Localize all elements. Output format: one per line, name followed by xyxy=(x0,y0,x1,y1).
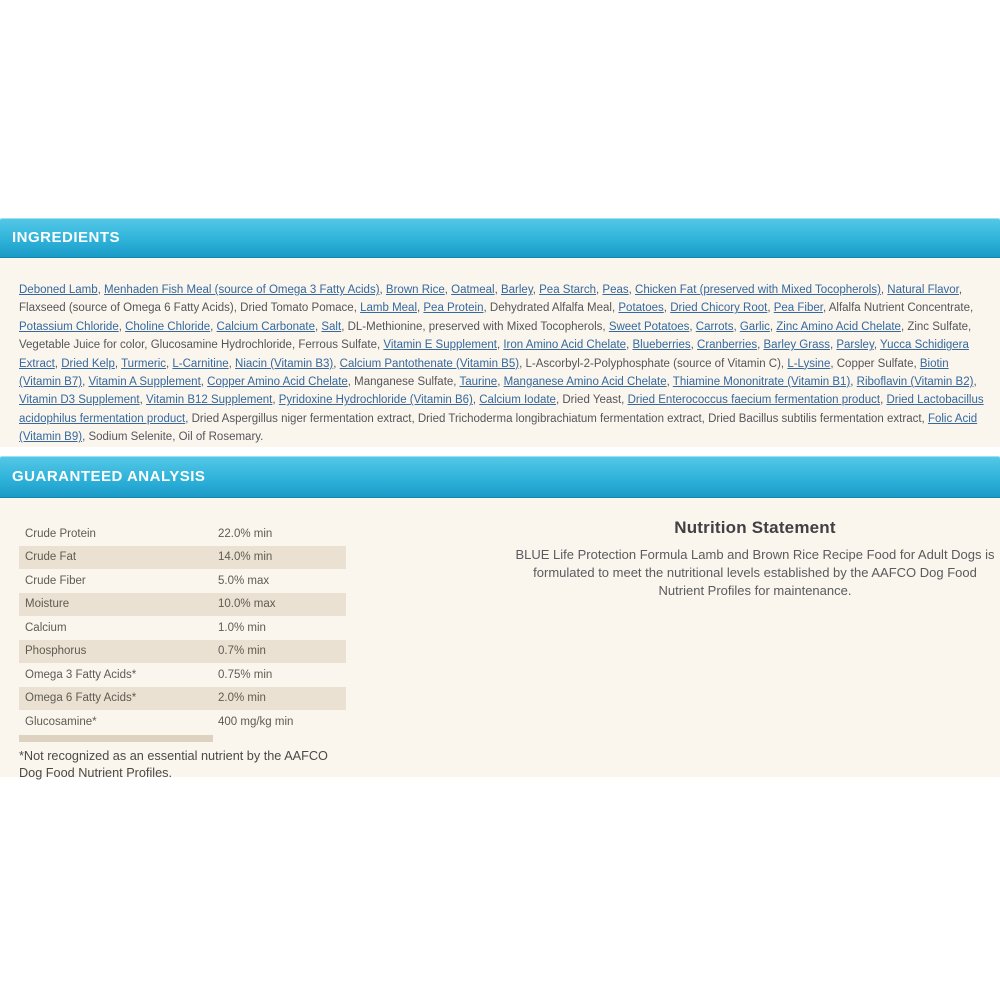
ingredient-text: , xyxy=(139,394,146,407)
nutrient-value: 2.0% min xyxy=(218,692,266,705)
ingredient-text: , xyxy=(379,284,386,296)
ingredient-text: , Manganese Sulfate, xyxy=(347,376,460,389)
ingredient-link[interactable]: L-Carnitine xyxy=(172,357,229,370)
ingredient-link[interactable]: Chicken Fat (preserved with Mixed Tocopherols) xyxy=(635,284,881,296)
ingredient-text: , xyxy=(880,284,888,296)
nutrient-label: Omega 6 Fatty Acids* xyxy=(25,692,137,705)
ingredient-link[interactable]: Sweet Potatoes xyxy=(608,320,690,333)
ingredient-link[interactable]: Calcium Iodate xyxy=(479,394,556,407)
ingredient-link[interactable]: Pea Starch xyxy=(539,284,597,296)
ingredient-link[interactable]: Copper Amino Acid Chelate xyxy=(207,376,348,389)
ingredient-text: , xyxy=(767,302,774,315)
ingredient-link[interactable]: Barley xyxy=(500,284,533,296)
ingredients-header-label: INGREDIENTS xyxy=(12,229,121,246)
ingredient-text: , Dehydrated Alfalfa Meal, xyxy=(483,302,619,315)
ingredient-text: , xyxy=(333,357,340,370)
nutrient-label: Crude Fiber xyxy=(25,574,86,587)
ingredient-text: , xyxy=(873,339,881,352)
ingredient-link[interactable]: L-Lysine xyxy=(787,357,831,370)
ingredient-link[interactable]: Pea Protein xyxy=(423,302,484,315)
table-horizontal-scrollbar[interactable] xyxy=(19,735,213,742)
ingredient-text: , xyxy=(118,320,126,333)
ingredient-link[interactable]: Vitamin A Supplement xyxy=(88,376,201,389)
table-row xyxy=(19,616,346,640)
nutrient-label: Crude Fat xyxy=(25,551,77,564)
ingredient-link[interactable]: Lamb Meal xyxy=(360,302,417,315)
ingredient-text: , xyxy=(494,284,501,296)
ingredient-text: , xyxy=(497,376,504,389)
ingredient-text: , xyxy=(757,339,764,352)
ingredient-text: , xyxy=(626,339,633,352)
ingredient-text: , xyxy=(690,339,698,352)
ingredient-text: , xyxy=(417,302,424,315)
ingredient-text: , xyxy=(532,284,540,296)
guaranteed-analysis-left-column xyxy=(19,522,346,783)
ingredient-link[interactable]: Iron Amino Acid Chelate xyxy=(503,339,627,352)
ingredient-link[interactable]: Zinc Amino Acid Chelate xyxy=(776,320,901,333)
ingredient-text: , L-Ascorbyl-2-Polyphosphate (source of Vitamin C), xyxy=(519,357,788,370)
ingredient-link[interactable]: Dried Lactobacillus acidophilus fermentation product xyxy=(19,394,984,425)
ingredient-text: , Flaxseed (source of Omega 6 Fatty Acids), Dried Tomato Pomace, xyxy=(19,284,963,315)
aafco-footnote: *Not recognized as an essential nutrient by the AAFCO Dog Food Nutrient Profiles. xyxy=(19,748,328,780)
ingredient-text: , xyxy=(228,357,236,370)
ingredient-link[interactable]: Calcium Carbonate xyxy=(216,320,315,333)
ingredient-text: , Dried Aspergillus niger fermentation extract, Dried Trichoderma longibrachiatum fermentation extract, Dried Bacillus subtilis fermentation extract, xyxy=(185,412,928,425)
guaranteed-analysis-table xyxy=(19,522,346,734)
ingredient-text: , Zinc Sulfate, Vegetable Juice for color, Glucosamine Hydrochloride, Ferrous Sulfate, xyxy=(19,320,972,352)
ingredient-text: , xyxy=(850,376,857,389)
ingredient-link[interactable]: Barley Grass xyxy=(763,339,830,352)
ingredient-text: , xyxy=(444,284,452,296)
ingredient-text: , xyxy=(666,376,673,389)
ingredient-text: , xyxy=(272,394,279,407)
ingredient-text: , xyxy=(210,320,217,333)
ingredient-text: , xyxy=(689,320,696,333)
table-row xyxy=(19,687,346,711)
ingredient-link[interactable]: Carrots xyxy=(695,320,734,333)
ingredient-text: , xyxy=(628,284,636,296)
ingredient-text: , xyxy=(82,376,89,389)
table-row xyxy=(19,569,346,593)
ingredient-link[interactable]: Dried Chicory Root xyxy=(670,302,768,315)
ingredient-text: , xyxy=(596,284,603,296)
table-row xyxy=(19,710,346,734)
ingredient-link[interactable]: Potassium Chloride xyxy=(19,320,119,333)
ingredient-link[interactable]: Vitamin B12 Supplement xyxy=(146,394,273,407)
nutrition-statement-block xyxy=(510,518,1000,600)
ingredient-text: , xyxy=(314,320,322,333)
ingredient-text: , xyxy=(733,320,740,333)
ingredients-paragraph xyxy=(0,258,1000,447)
ingredient-link[interactable]: Turmeric xyxy=(121,357,167,370)
ingredient-text: , xyxy=(769,320,777,333)
ingredient-text: , xyxy=(880,394,887,407)
ingredient-text: , xyxy=(829,339,837,352)
ingredient-text: , xyxy=(200,376,208,389)
table-row xyxy=(19,546,346,570)
ingredient-text: , xyxy=(114,357,122,370)
ingredient-link[interactable]: Calcium Pantothenate (Vitamin B5) xyxy=(339,357,520,370)
table-row xyxy=(19,593,346,617)
nutrient-value: 1.0% min xyxy=(218,621,266,634)
ingredient-link[interactable]: Potatoes xyxy=(618,302,664,315)
nutrient-label: Phosphorus xyxy=(25,645,87,658)
ingredient-link[interactable]: Deboned Lamb xyxy=(19,284,98,296)
ingredient-link[interactable]: Biotin (Vitamin B7) xyxy=(19,357,949,389)
ingredient-link[interactable]: Brown Rice xyxy=(385,284,445,296)
ingredient-link[interactable]: Natural Flavor xyxy=(887,284,959,296)
ingredient-link[interactable]: Vitamin D3 Supplement xyxy=(19,394,140,407)
ingredient-link[interactable]: Riboflavin (Vitamin B2) xyxy=(856,376,974,389)
ingredient-link[interactable]: Yucca Schidigera Extract xyxy=(19,339,969,370)
ingredients-header-bar xyxy=(0,218,1000,258)
ingredient-text: , Dried Yeast, xyxy=(555,394,628,407)
ingredient-link[interactable]: Thiamine Mononitrate (Vitamin B1) xyxy=(672,376,851,389)
nutrient-value: 14.0% min xyxy=(218,551,273,564)
nutrient-label: Omega 3 Fatty Acids* xyxy=(25,668,137,681)
guaranteed-analysis-header-label: GUARANTEED ANALYSIS xyxy=(12,468,206,485)
ingredient-link[interactable]: Choline Chloride xyxy=(125,320,211,333)
ingredient-link[interactable]: Parsley xyxy=(836,339,874,352)
nutrient-label: Moisture xyxy=(25,598,70,611)
ingredient-link[interactable]: Vitamin E Supplement xyxy=(383,339,497,352)
ingredient-link[interactable]: Taurine xyxy=(459,376,498,389)
ingredient-link[interactable]: Oatmeal xyxy=(451,284,495,296)
ingredient-link[interactable]: Folic Acid (Vitamin B9) xyxy=(19,412,978,444)
ingredients-section xyxy=(0,258,1000,447)
nutrient-label: Crude Protein xyxy=(25,527,96,540)
ingredient-link[interactable]: Pea Fiber xyxy=(773,302,823,315)
ingredient-text: , xyxy=(496,339,504,352)
ingredient-link[interactable]: Manganese Amino Acid Chelate xyxy=(503,376,667,389)
ingredient-text: , DL-Methionine, preserved with Mixed Tocopherols, xyxy=(341,320,609,333)
ingredient-text: , Alfalfa Nutrient Concentrate, xyxy=(822,302,974,315)
guaranteed-analysis-section xyxy=(0,498,1000,780)
nutrient-value: 400 mg/kg min xyxy=(218,715,294,728)
ingredient-text: , xyxy=(663,302,671,315)
ingredient-link[interactable]: Salt xyxy=(321,320,342,333)
ingredient-link[interactable]: Blueberries xyxy=(632,339,691,352)
ingredient-link[interactable]: Niacin (Vitamin B3) xyxy=(235,357,334,370)
nutrient-value: 0.75% min xyxy=(218,668,273,681)
ingredient-text: , xyxy=(472,394,480,407)
guaranteed-analysis-header-bar xyxy=(0,456,1000,498)
ingredient-link[interactable]: Pyridoxine Hydrochloride (Vitamin B6) xyxy=(278,394,473,407)
ingredient-link[interactable]: Menhaden Fish Meal (source of Omega 3 Fatty Acids) xyxy=(104,284,380,296)
nutrient-label: Calcium xyxy=(25,621,67,634)
ingredient-text: , xyxy=(54,357,62,370)
ingredient-link[interactable]: Garlic xyxy=(739,320,770,333)
table-row xyxy=(19,522,346,546)
ingredient-link[interactable]: Dried Kelp xyxy=(61,357,115,370)
ingredient-text: , Copper Sulfate, xyxy=(830,357,920,370)
ingredient-link[interactable]: Peas xyxy=(602,284,629,296)
nutrition-statement-body: BLUE Life Protection Formula Lamb and Brown Rice Recipe Food for Adult Dogs is formulated to meet the nutritional levels established by the AAFCO Dog Food Nutrient Profiles for maintenance. xyxy=(515,547,995,598)
nutrition-statement-title: Nutrition Statement xyxy=(674,518,836,537)
ingredient-text: , xyxy=(166,357,173,370)
nutrient-value: 22.0% min xyxy=(218,527,273,540)
nutrient-value: 10.0% max xyxy=(218,598,276,611)
nutrient-value: 0.7% min xyxy=(218,645,266,658)
ingredient-link[interactable]: Cranberries xyxy=(697,339,758,352)
ingredient-text: , xyxy=(973,376,977,389)
table-row xyxy=(19,663,346,687)
ingredient-text: , xyxy=(97,284,105,296)
table-row xyxy=(19,640,346,664)
ingredient-text: , Sodium Selenite, Oil of Rosemary. xyxy=(82,431,264,444)
nutrient-label: Glucosamine* xyxy=(25,715,97,728)
nutrient-value: 5.0% max xyxy=(218,574,270,587)
ingredient-link[interactable]: Dried Enterococcus faecium fermentation product xyxy=(627,394,881,407)
